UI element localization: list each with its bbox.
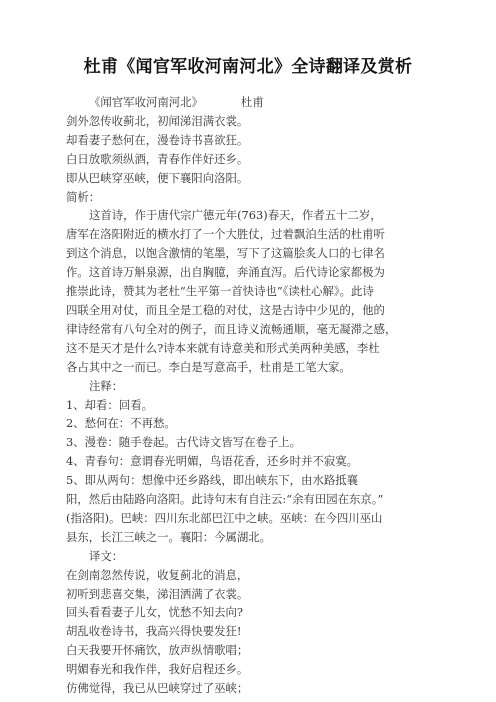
- analysis-line: 到这个消息，以饱含激情的笔墨，写下了这篇脍炙人口的七律名: [66, 246, 385, 261]
- note-line: 县东，长江三峡之一。襄阳：今属湖北。: [66, 529, 272, 544]
- document-body: [66, 93, 428, 698]
- translation-line: 白天我要开怀痛饮，放声纵情歌唱；: [66, 643, 249, 658]
- analysis-line: 各占其中之一而已。李白是写意高手，杜甫是工笔大家。: [66, 359, 351, 374]
- translation-line: 仿佛觉得，我已从巴峡穿过了巫峡；: [66, 681, 249, 696]
- note-line: (指洛阳)。巴峡：四川东北部巴江中之峡。巫峡：在今四川巫山: [66, 510, 383, 525]
- poem-author: 杜甫: [240, 95, 264, 109]
- analysis-line: 这首诗，作于唐代宗广德元年(763)春天，作者五十二岁，: [89, 208, 382, 223]
- analysis-line: 作。这首诗万斛泉源，出自胸臆，奔涌直泻。后代诗论家都极为: [66, 265, 385, 280]
- translation-line: 初听到悲喜交集，涕泪洒满了衣裳。: [66, 586, 249, 601]
- note-line: 1、却看：回看。: [66, 397, 153, 412]
- notes-heading: 注释：: [89, 378, 124, 393]
- poem-line: 剑外忽传收蓟北，初闻涕泪满衣裳。: [66, 113, 249, 128]
- translation-heading: 译文：: [89, 548, 124, 563]
- poem-header: [66, 93, 428, 112]
- analysis-line: 四联全用对仗，而且全是工稳的对仗，这是古诗中少见的，他的: [66, 302, 385, 317]
- document-title: 杜甫《闻官军收河南河北》全诗翻译及赏析: [83, 57, 413, 77]
- poem-title: 《闻官军收河南河北》: [89, 95, 203, 109]
- analysis-heading: 简析：: [66, 189, 101, 204]
- note-line: 3、漫卷：随手卷起。古代诗文皆写在卷子上。: [66, 435, 302, 450]
- note-line: 5、即从两句：想像中还乡路线，即出峡东下，由水路抵襄: [66, 473, 359, 488]
- note-line: 4、青春句：意谓春光明媚，鸟语花香，还乡时并不寂寞。: [66, 454, 359, 469]
- note-line: 阳，然后由陆路向洛阳。此诗句末有自注云:“余有田园在东京。”: [66, 492, 384, 507]
- translation-line: 明媚春光和我作伴，我好启程还乡。: [66, 662, 249, 677]
- analysis-line: 唐军在洛阳附近的横水打了一个大胜仗，过着飘泊生活的杜甫听: [66, 227, 385, 242]
- poem-line: 即从巴峡穿巫峡，便下襄阳向洛阳。: [66, 170, 249, 185]
- translation-line: 胡乱收卷诗书，我高兴得快要发狂!: [66, 624, 242, 639]
- note-line: 2、愁何在：不再愁。: [66, 416, 176, 431]
- analysis-line: 推崇此诗，赞其为老杜“生平第一首快诗也”《读杜心解》。此诗: [66, 284, 374, 299]
- analysis-line: 这不是天才是什么?诗本来就有诗意美和形式美两种美感，李杜: [66, 340, 380, 355]
- poem-line: 却看妻子愁何在，漫卷诗书喜欲狂。: [66, 132, 249, 147]
- translation-line: 在剑南忽然传说，收复蓟北的消息，: [66, 567, 249, 582]
- poem-line: 白日放歌须纵酒，青春作伴好还乡。: [66, 151, 249, 166]
- translation-line: 回头看看妻子儿女，忧愁不知去向?: [66, 605, 243, 620]
- analysis-line: 律诗经常有八句全对的例子，而且诗义流畅通顺，毫无凝滞之感，: [66, 321, 397, 336]
